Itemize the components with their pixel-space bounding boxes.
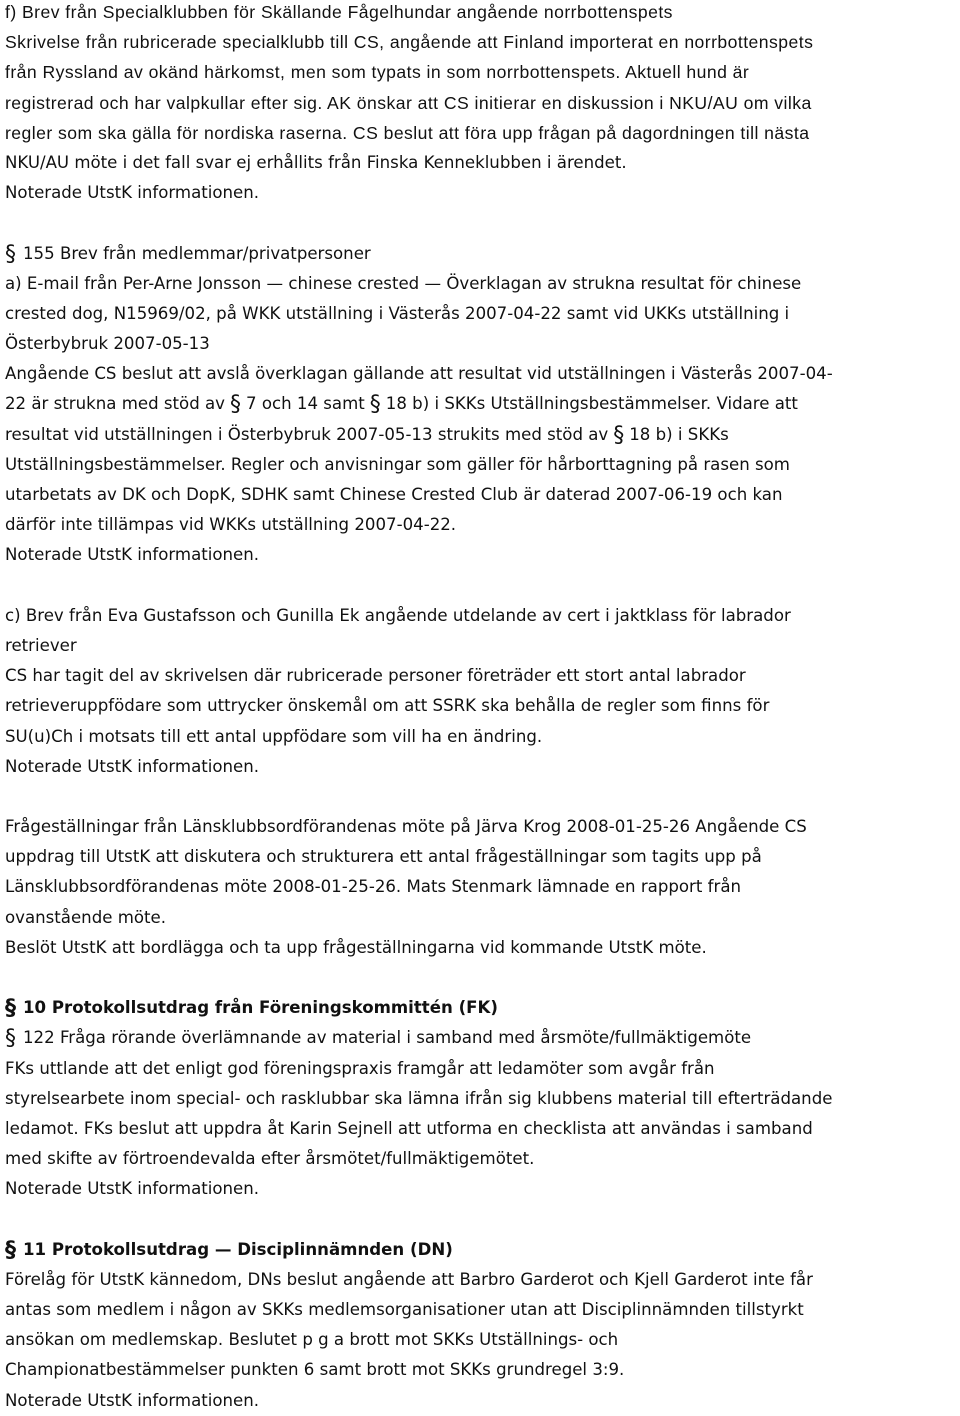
paragraph-symbol: §: [5, 1237, 16, 1263]
paragraph-symbol: §: [613, 422, 625, 448]
paragraph-symbol: §: [369, 392, 381, 418]
spacer: [5, 782, 955, 812]
paragraph-line: antas som medlem i någon av SKKs medlemsorganisationer utan att Disciplinnämnden tillstyrkt: [5, 1300, 804, 1320]
paragraph-line: retrieveruppfödare som uttrycker önskemål om att SSRK ska behålla de regler som finns för: [5, 696, 770, 716]
paragraph-line: uppdrag till UtstK att diskutera och strukturera ett antal frågeställningar som tagits upp på: [5, 847, 762, 867]
paragraph-line: ledamot. FKs beslut att uppdra åt Karin Sejnell att utforma en checklista att användas i samband: [5, 1118, 813, 1138]
section-11-heading: [5, 1235, 955, 1265]
paragraph-line: ovanstående möte.: [5, 907, 167, 927]
noted-line: Noterade UtstK informationen.: [5, 756, 260, 776]
paragraph-line: Österbybruk 2007-05-13: [5, 334, 210, 354]
spacer: [5, 571, 955, 601]
text-segment: 7 och 14 samt: [246, 394, 365, 414]
paragraph-line: ansökan om medlemskap. Beslutet p g a brott mot SKKs Utställnings- och: [5, 1330, 619, 1350]
paragraph-line: a) E-mail från Per-Arne Jonsson — chinese crested — Överklagan av strukna resultat för chinese: [5, 273, 802, 293]
paragraph-line: med skifte av förtroendevalda efter årsmötet/fullmäktigemötet.: [5, 1149, 535, 1169]
text-segment: 22 är strukna med stöd av: [5, 394, 225, 414]
section-10-title: 10 Protokollsutdrag från Föreningskommittén (FK): [23, 998, 498, 1018]
paragraph-line: [5, 389, 955, 419]
paragraph-line: [5, 420, 955, 450]
paragraph-line: CS har tagit del av skrivelsen där rubricerade personer företräder ett stort antal labrador: [5, 666, 746, 686]
noted-line: Noterade UtstK informationen.: [5, 1179, 260, 1199]
paragraph-line: Länsklubbsordförandenas möte 2008-01-25-26. Mats Stenmark lämnade en rapport från: [5, 877, 742, 897]
section-11-title: 11 Protokollsutdrag — Disciplinnämnden (DN): [23, 1239, 453, 1259]
section-10-subheading: [5, 1023, 955, 1053]
paragraph-line: styrelsearbete inom special- och rasklubbar ska lämna ifrån sig klubbens material till efterträdande: [5, 1088, 833, 1108]
spacer: [5, 208, 955, 238]
paragraph-line: Championatbestämmelser punkten 6 samt brott mot SKKs grundregel 3:9.: [5, 1360, 625, 1380]
section-f-heading: f) Brev från Specialklubben för Skällande Fågelhundar angående norrbottenspets: [5, 2, 673, 22]
section-155-heading: [5, 239, 955, 269]
paragraph-line: SU(u)Ch i motsats till ett antal uppfödare som vill ha en ändring.: [5, 726, 543, 746]
paragraph-line: Angående CS beslut att avslå överklagan gällande att resultat vid utställningen i Västerås 2007-04-: [5, 364, 833, 384]
noted-line: Noterade UtstK informationen.: [5, 183, 260, 203]
spacer: [5, 1205, 955, 1235]
paragraph-symbol: §: [5, 1026, 16, 1052]
section-155-title: 155 Brev från medlemmar/privatpersoner: [23, 243, 371, 263]
section-10-subtitle: 122 Fråga rörande överlämnande av material i samband med årsmöte/fullmäktigemöte: [23, 1028, 752, 1048]
text-segment: 18 b) i SKKs: [629, 424, 729, 444]
noted-line: Noterade UtstK informationen.: [5, 1390, 260, 1410]
paragraph-line: NKU/AU möte i det fall svar ej erhållits från Finska Kenneklubben i ärendet.: [5, 152, 627, 172]
paragraph-line: Förelåg för UtstK kännedom, DNs beslut angående att Barbro Garderot och Kjell Garderot inte får: [5, 1269, 813, 1289]
paragraph-line: från Ryssland av okänd härkomst, men som typats in som norrbottenspets. Aktuell hund är: [5, 62, 750, 83]
text-segment: 18 b) i SKKs Utställningsbestämmelser. Vidare att: [385, 394, 798, 414]
paragraph-line: crested dog, N15969/02, på WKK utställning i Västerås 2007-04-22 samt vid UKKs utställning i: [5, 303, 790, 323]
paragraph-symbol: §: [5, 241, 16, 267]
paragraph-line: Beslöt UtstK att bordlägga och ta upp frågeställningarna vid kommande UtstK möte.: [5, 937, 707, 957]
section-10-heading: [5, 993, 955, 1023]
noted-line: Noterade UtstK informationen.: [5, 545, 260, 565]
paragraph-line: därför inte tillämpas vid WKKs utställning 2007-04-22.: [5, 515, 457, 535]
spacer: [5, 963, 955, 993]
paragraph-line: regler som ska gälla för nordiska raserna. CS beslut att föra upp frågan på dagordningen till nästa: [5, 122, 810, 143]
paragraph-line: Skrivelse från rubricerade specialklubb till CS, angående att Finland importerat en norrbottenspets: [5, 32, 814, 53]
paragraph-line: Frågeställningar från Länsklubbsordförandenas möte på Järva Krog 2008-01-25-26 Angående CS: [5, 817, 807, 837]
paragraph-line: utarbetats av DK och DopK, SDHK samt Chinese Crested Club är daterad 2007-06-19 och kan: [5, 485, 783, 504]
paragraph-symbol: §: [5, 996, 16, 1022]
paragraph-line: retriever: [5, 635, 77, 655]
document-page: [5, 0, 955, 1416]
section-c-heading: c) Brev från Eva Gustafsson och Gunilla Ek angående utdelande av cert i jaktklass för labrador: [5, 605, 791, 625]
paragraph-line: FKs uttlande att det enligt god föreningspraxis framgår att ledamöter som avgår från: [5, 1058, 715, 1078]
paragraph-line: Utställningsbestämmelser. Regler och anvisningar som gäller för hårborttagning på rasen som: [5, 454, 790, 474]
paragraph-line: registrerad och har valpkullar efter sig. AK önskar att CS initierar en diskussion i NKU/AU om vilka: [5, 92, 812, 113]
paragraph-symbol: §: [230, 392, 241, 418]
text-segment: resultat vid utställningen i Österbybruk 2007-05-13 strukits med stöd av: [5, 424, 609, 444]
